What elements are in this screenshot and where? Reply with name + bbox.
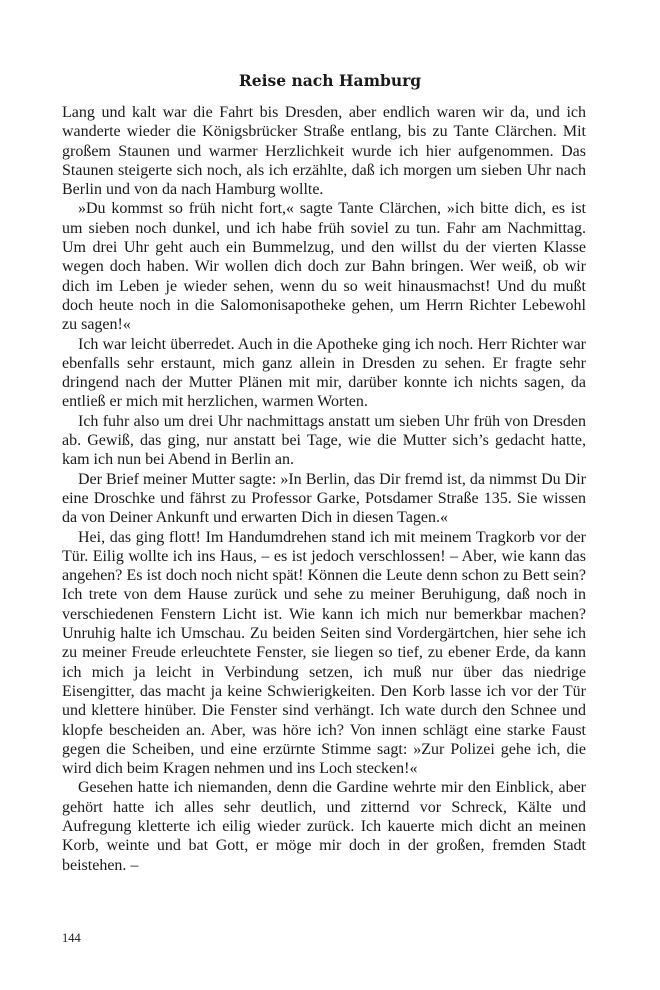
page-number: 144 [62,931,81,945]
paragraph-1: Lang und kalt war die Fahrt bis Dresden, aber endlich waren wir da, und ich wanderte wieder die Königsbrücker Straße entlang, bis zu Tante Clärchen. Mit großem Staunen und warmer Herzlichkeit wurde ich hier aufgenommen. Das Staunen steigerte sich noch, als ich erzählte, daß ich morgen um sieben Uhr nach Berlin und von da nach Hamburg wollte. [62,104,586,199]
body-text [62,103,586,875]
paragraph-3: Ich war leicht überredet. Auch in die Apotheke ging ich noch. Herr Richter war ebenfalls sehr erstaunt, mich ganz allein in Dresden zu sehen. Er fragte sehr dringend nach der Mutter Plänen mit mir, darüber konnte ich nichts sagen, da entließ er mich mit herzlichen, warmen Worten. [62,335,586,411]
paragraph-5: Der Brief meiner Mutter sagte: »In Berlin, das Dir fremd ist, da nimmst Du Dir eine Droschke und fährst zu Professor Garke, Potsdamer Straße 135. Sie wissen da von Deiner Ankunft und erwarten Dich in diesen Tagen.« [62,470,586,527]
paragraph-4: Ich fuhr also um drei Uhr nachmittags anstatt um sieben Uhr früh von Dresden ab. Gewiß, das ging, nur anstatt bei Tage, wie die Mutter sich’s gedacht hatte, kam ich nun bei Abend in Berlin an. [62,412,586,469]
chapter-title: Reise nach Hamburg [238,71,422,90]
paragraph-2: »Du kommst so früh nicht fort,« sagte Tante Clärchen, »ich bitte dich, es ist um sieben noch dunkel, und ich habe früh soviel zu tun. Fahr am Nachmittag. Um drei Uhr geht auch ein Bummelzug, und den willst du der vierten Klasse wegen doch haben. Wir wollen dich doch zur Bahn bringen. Wer weiß, ob wir dich im Leben je wieder sehen, wenn du so weit hinausmachst! Und du mußt doch heute noch in die Salomonisapotheke gehen, um Herrn Richter Lebewohl zu sagen!« [62,200,586,334]
paragraph-7: Gesehen hatte ich niemanden, denn die Gardine wehrte mir den Einblick, aber gehört hatte ich alles sehr deutlich, und zitternd vor Schreck, Kälte und Aufregung kletterte ich eilig wieder zurück. Ich kauerte mich dicht an meinen Korb, weinte und bat Gott, er möge mir doch in der großen, fremden Stadt beistehen. – [62,779,586,874]
paragraph-6: Hei, das ging flott! Im Handumdrehen stand ich mit meinem Tragkorb vor der Tür. Eilig wollte ich ins Haus, – es ist jedoch verschlossen! – Aber, wie kann das angehen? Es ist doch noch nicht spät! Können die Leute denn schon zu Bett sein? Ich trete von dem Hause zurück und sehe zu meiner Beruhigung, daß noch in verschiedenen Fenstern Licht ist. Wie kann ich mich nur bemerkbar machen? Unruhig halte ich Umschau. Zu beiden Seiten sind Vordergärtchen, hier sehe ich zu meiner Freude erleuchtete Fenster, sie liegen so tief, zu ebener Erde, da kann ich mich ja leicht in Verbindung setzen, ich muß nur über das niedrige Eisengitter, das macht ja keine Schwierigkeiten. Den Korb lasse ich vor der Tür und klettere hinüber. Die Fenster sind verhängt. Ich wate durch den Schnee und klopfe bescheiden an. Aber, was höre ich? Von innen schlägt eine starke Faust gegen die Scheiben, und eine erzürnte Stimme sagt: »Zur Polizei gehe ich, die wird dich beim Kragen nehmen und ins Loch stecken!« [62,528,586,778]
